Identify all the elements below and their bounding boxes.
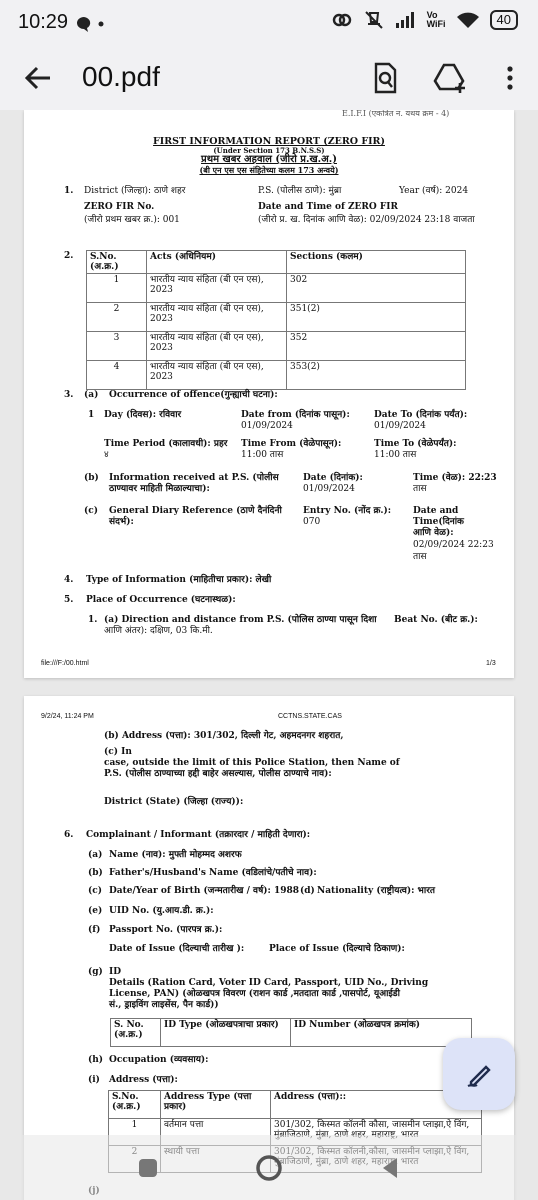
id-details-line1: ID [109, 967, 122, 977]
vowifi-icon [427, 11, 446, 29]
page-header-site: CCTNS.STATE.CAS [278, 713, 342, 720]
date-of-issue-label: Date of Issue (दिल्याची तारीख ): [109, 944, 245, 954]
table-cell: भारतीय न्याय संहिता (बी एन एस), 2023 [147, 361, 287, 390]
fir-title-marathi: प्रथम खबर अहवाल (जीरो प्र.ख.अ.) [201, 154, 337, 165]
pdf-page-1 [24, 110, 514, 678]
marker-d: (d) [300, 886, 315, 896]
table-cell: भारतीय न्याय संहिता (बी एन एस), 2023 [147, 332, 287, 361]
table-header-row [109, 1091, 482, 1119]
table-header-row [111, 1019, 472, 1047]
section-4-number: 4. [64, 575, 74, 585]
marker-c: (c) [88, 886, 102, 896]
zero-fir-datetime-value: (जीरो प्र. ख. दिनांक आणि वेळ): 02/09/2024 23:18 वाजता [258, 215, 475, 225]
marker-f: (f) [88, 925, 101, 935]
district-state-label: District (State) (जिल्हा (राज्य)): [104, 797, 244, 807]
battery-level: 40 [496, 12, 511, 27]
address-label: Address (पत्ता): [109, 1075, 178, 1085]
entry-number-label: Entry No. (नोंद क्र.): [303, 506, 392, 516]
fir-subtitle: (Under Section 173 B.N.S.S) [213, 146, 325, 155]
table-cell: 1 [109, 1119, 161, 1146]
time-period-label: Time Period (कालावधी): प्रहर [104, 439, 228, 449]
info-time-label: Time (वेळ): 22:23 [413, 473, 497, 483]
id-details-line4: सं., ड्राइविंग लाइसेंस, पैन कार्ड)) [109, 1000, 219, 1010]
direction-distance-line1: (a) Direction and distance from P.S. (पोलिस ठाण्या पासून दिशा [104, 615, 377, 625]
info-received-label-line1: Information received at P.S. (पोलीस [109, 473, 279, 483]
pdf-viewer[interactable] [0, 110, 538, 1200]
zero-fir-number: (जीरो प्रथम खबर क्र.): 001 [84, 215, 180, 225]
status-icons [331, 9, 518, 31]
occupation-label: Occupation (व्यवसाय): [109, 1055, 209, 1065]
year-field: Year (वर्ष): 2024 [399, 186, 469, 196]
police-station-field: P.S. (पोलीस ठाणे): मुंब्रा [258, 186, 342, 196]
table-row [87, 274, 466, 303]
table-cell: 2 [87, 303, 147, 332]
page-footer-number: 1/3 [486, 660, 496, 667]
gd-datetime-value-line1: 02/09/2024 22:23 [413, 540, 494, 550]
gd-datetime-label-line1: Date and [413, 506, 459, 516]
date-from-label: Date from (दिनांक पासून): [241, 410, 350, 420]
document-title: 00.pdf [82, 61, 160, 92]
table-cell: 352 [287, 332, 466, 361]
table-row [87, 361, 466, 390]
section-3b-marker: (b) [84, 473, 99, 483]
table-header-cell: ID Number (ओळखपत्र क्रमांक) [291, 1019, 472, 1047]
table-cell: 3 [87, 332, 147, 361]
marker-h: (h) [88, 1055, 104, 1065]
table-header-cell: Address (पत्ता):: [271, 1091, 482, 1119]
search-document-icon[interactable] [367, 60, 403, 96]
table-cell: 353(2) [287, 361, 466, 390]
nationality: Nationality (राष्ट्रीयत्व): भारत [317, 886, 436, 896]
uid-number-label: UID No. (यु.आय.डी. क्र.): [109, 906, 214, 916]
table-cell: 301/302, किस्मत कॉलनी कौसा, जासमीन प्लाझा,ऐ विंग, [271, 1119, 482, 1146]
date-to-label: Date To (दिनांक पर्यंत): [374, 410, 468, 420]
recents-icon[interactable] [133, 1153, 163, 1183]
outside-limit-line2: case, outside the limit of this Police Station, then Name of [104, 758, 400, 768]
section-1-number: 1. [64, 186, 74, 196]
passport-number-label: Passport No. (पारपत्र क्र.): [109, 925, 223, 935]
pdf-page-2 [24, 696, 514, 1200]
outside-limit-line1: (c) In [104, 747, 132, 757]
marker-b: (b) [88, 868, 103, 878]
info-date-value: 01/09/2024 [303, 484, 355, 494]
more-vert-icon[interactable] [500, 60, 520, 96]
zero-fir-datetime-label: Date and Time of ZERO FIR [258, 202, 398, 212]
marker-i: (i) [88, 1075, 100, 1085]
link-icon [331, 9, 353, 31]
time-from-value: 11:00 तास [241, 450, 284, 460]
complainant-title: Complainant / Informant (तक्रारदार / माहिती देणारा): [86, 830, 311, 840]
status-bar [0, 0, 538, 46]
entry-number-value: 070 [303, 517, 321, 527]
table-header-cell: S.No. (अ.क्र.) [87, 251, 147, 274]
date-from-value: 01/09/2024 [241, 421, 293, 431]
direction-distance-line2: आणि अंतर): दक्षिण, 03 कि.मी. [104, 626, 213, 636]
gd-datetime-label-line3: आणि वेळ): [413, 528, 454, 538]
section-3a-marker: (a) [84, 390, 99, 400]
system-nav-bar [0, 1135, 538, 1200]
date-of-birth: Date/Year of Birth (जन्मतारीख / वर्ष): 1988 [109, 886, 300, 896]
table-cell: 302 [287, 274, 466, 303]
edit-fab-button[interactable] [443, 1038, 515, 1110]
marker-e: (e) [88, 906, 103, 916]
edit-pen-icon [464, 1059, 494, 1089]
signal-icon [395, 11, 417, 29]
id-details-line3: License, PAN) (ओळखपत्र विवरण (राशन कार्ड ,मतदाता कार्ड ,पासपोर्ट, यूआईडी [109, 989, 400, 999]
fir-title: FIRST INFORMATION REPORT (ZERO FIR) [153, 136, 385, 147]
info-time-value: तास [413, 484, 427, 494]
section-5-number: 5. [64, 595, 74, 605]
beat-number-label: Beat No. (बीट क्र.): [394, 615, 478, 625]
home-icon[interactable] [254, 1153, 284, 1183]
table-cell: 351(2) [287, 303, 466, 332]
page-footer-path: file:///F:/00.html [41, 660, 89, 667]
table-header-cell: Sections (कलम) [287, 251, 466, 274]
id-details-table [110, 1018, 472, 1047]
gd-reference-label-line2: संदर्भ): [109, 517, 134, 527]
time-period-value: ४ [104, 450, 109, 460]
back-nav-icon[interactable] [375, 1153, 405, 1183]
app-bar [0, 46, 538, 110]
date-to-value: 01/09/2024 [374, 421, 426, 431]
info-received-label-line2: ठाण्यावर माहिती मिळाल्याचा): [109, 484, 210, 494]
marker-g: (g) [88, 967, 103, 977]
father-husband-name-label: Father's/Husband's Name (वडिलांचे/पतीचे नाव): [109, 868, 317, 878]
back-arrow-icon[interactable] [22, 62, 54, 94]
table-header-row [87, 251, 466, 274]
table-header-cell: S.No. (अ.क्र.) [109, 1091, 161, 1119]
table-cell: भारतीय न्याय संहिता (बी एन एस), 2023 [147, 274, 287, 303]
occurrence-address: (b) Address (पत्ता): 301/302, दिल्ली गेट, अहमदनगर शहरात, [104, 731, 344, 741]
section-3c-marker: (c) [84, 506, 98, 516]
add-to-drive-icon[interactable] [432, 60, 468, 96]
marker-a: (a) [88, 850, 103, 860]
day-field: Day (दिवस): रविवार [104, 410, 182, 420]
page-header-datetime: 9/2/24, 11:24 PM [41, 713, 94, 720]
table-header-cell: S. No. (अ.क्र.) [111, 1019, 161, 1047]
table-row [87, 332, 466, 361]
vowifi-line1: Vo [426, 10, 438, 20]
complainant-name: Name (नाव): मुफ्ती मोहम्मद अशरफ [109, 850, 242, 860]
district-field: District (जिल्हा): ठाणे शहर [84, 186, 186, 196]
zero-fir-label: ZERO FIR No. [84, 202, 155, 212]
table-cell: 4 [87, 361, 147, 390]
gd-reference-label-line1: General Diary Reference (ठाणे दैनंदिनी [109, 506, 282, 516]
table-header-cell: ID Type (ओळखपत्राचा प्रकार) [161, 1019, 291, 1047]
section-6-number: 6. [64, 830, 74, 840]
acts-sections-table [86, 250, 466, 390]
section-2-number: 2. [64, 251, 74, 261]
table-row [87, 303, 466, 332]
outside-limit-line3: P.S. (पोलीस ठाण्याच्या हद्दी बाहेर असल्यास, पोलीस ठाण्याचे नाव): [104, 769, 332, 779]
dot-icon [98, 21, 104, 27]
place-of-occurrence-label: Place of Occurrence (घटनास्थळ): [86, 595, 236, 605]
battery-icon [490, 10, 518, 30]
mute-icon [363, 9, 385, 31]
table-cell: 1 [87, 274, 147, 303]
time-to-label: Time To (वेळेपर्यंत): [374, 439, 457, 449]
place-row-number: 1. [88, 615, 98, 625]
time-to-value: 11:00 तास [374, 450, 417, 460]
chat-bubble-icon [76, 16, 92, 32]
table-header-cell: Address Type (पत्ता प्रकार) [161, 1091, 271, 1119]
vowifi-line2: WiFi [426, 19, 446, 29]
section-3-number: 3. [64, 390, 74, 400]
page-top-cut-text: E.I.F.I (एकत्रित न. यथय क्रम - 4) [342, 110, 450, 118]
gd-datetime-label-line2: Time(दिनांक [413, 517, 464, 527]
place-of-issue-label: Place of Issue (दिल्याचे ठिकाण): [269, 944, 405, 954]
wifi-icon [456, 11, 480, 29]
type-of-information: Type of Information (माहितीचा प्रकार): लेखी [86, 575, 272, 585]
fir-subtitle-marathi: (बी एन एस एस संहितेच्या कलम 173 अन्वये) [199, 165, 339, 175]
id-details-line2: Details (Ration Card, Voter ID Card, Passport, UID No., Driving [109, 978, 429, 988]
occurrence-row-number: 1 [88, 410, 95, 420]
info-date-label: Date (दिनांक): [303, 473, 363, 483]
status-time: 10:29 [18, 11, 69, 33]
time-from-label: Time From (वेळेपासून): [241, 439, 342, 449]
table-header-cell: Acts (अधिनियम) [147, 251, 287, 274]
occurrence-label: Occurrence of offence(गुन्ह्याची घटना): [109, 390, 278, 400]
table-cell: भारतीय न्याय संहिता (बी एन एस), 2023 [147, 303, 287, 332]
table-cell: वर्तमान पत्ता [161, 1119, 271, 1146]
gd-datetime-value-line2: तास [413, 552, 427, 562]
